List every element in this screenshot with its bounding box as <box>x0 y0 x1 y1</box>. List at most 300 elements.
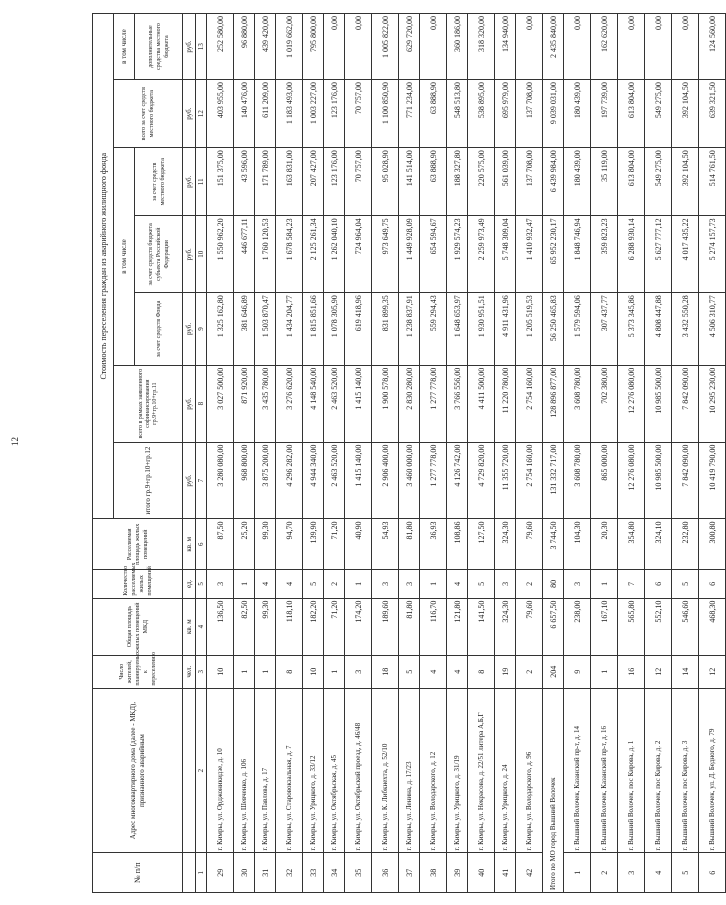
table-cell: 19 <box>495 655 516 688</box>
table-row <box>468 14 495 893</box>
table-cell: 3 <box>399 570 420 599</box>
table-cell: 561 039,00 <box>495 148 516 216</box>
table-cell: 0,00 <box>420 14 447 80</box>
table-cell: 80 <box>543 570 564 599</box>
table-cell: 2 830 280,00 <box>399 365 420 442</box>
table-row <box>276 14 303 893</box>
table-cell: 7 842 090,00 <box>672 365 699 442</box>
header-in-that-number-2: в том числе <box>114 14 135 80</box>
table-cell: 104,30 <box>564 519 591 570</box>
table-cell: 3 <box>345 655 372 688</box>
table-cell: 1 100 850,90 <box>372 80 399 148</box>
table-cell: 1 005 822,00 <box>372 14 399 80</box>
table-cell: 1 262 040,10 <box>324 216 345 293</box>
header-resettled-area: Расселяемая площадь жилых помещений <box>93 519 183 570</box>
table-cell: 128 896 877,00 <box>543 365 564 442</box>
address-cell: г. Кимры, ул. К. Либкнехта, д. 52/10 <box>372 688 399 853</box>
table-cell: 695 979,00 <box>495 80 516 148</box>
table-cell: 220 575,00 <box>468 148 495 216</box>
unit-cell: руб. <box>183 293 196 366</box>
table-cell: 973 649,75 <box>372 216 399 293</box>
address-cell: г. Вышний Волочек, пос Кирова, д. 2 <box>645 688 672 853</box>
address-cell: г. Кимры, ул. Октябрьский проезд, д. 46/48 <box>345 688 372 853</box>
index-cell: 7 <box>196 442 207 519</box>
table-cell: 1 <box>591 655 618 688</box>
table-row <box>447 14 468 893</box>
index-cell: 13 <box>196 14 207 80</box>
unit-cell: кв. м <box>183 598 196 655</box>
table-row <box>303 14 324 893</box>
table-cell: 63 888,90 <box>420 80 447 148</box>
table-cell: 124 560,00 <box>699 14 726 80</box>
table-cell: 549 275,00 <box>645 148 672 216</box>
table-cell: 207 427,00 <box>303 148 324 216</box>
header-additional: дополнительные средства местного бюджета <box>135 14 183 80</box>
table-cell: 611 209,00 <box>255 80 276 148</box>
address-cell: г. Кимры, ул. Володарского, д. 12 <box>420 688 447 853</box>
table-cell: 2 463 520,00 <box>324 365 345 442</box>
table-cell: 0,00 <box>672 14 699 80</box>
table-cell: 613 804,00 <box>618 148 645 216</box>
table-cell: 549 275,00 <box>645 80 672 148</box>
table-cell: 3 276 620,00 <box>276 365 303 442</box>
table-cell: 831 899,35 <box>372 293 399 366</box>
table-cell: 4 729 820,00 <box>468 442 495 519</box>
table-row <box>672 14 699 893</box>
table-cell: 1 678 584,23 <box>276 216 303 293</box>
table-cell: 30 <box>234 853 255 893</box>
resettlement-table <box>92 13 726 893</box>
table-cell: 189,60 <box>372 598 399 655</box>
table-cell: 1 415 140,00 <box>345 365 372 442</box>
index-cell: 4 <box>196 598 207 655</box>
table-cell: 7 <box>618 570 645 599</box>
table-cell: 4 126 742,00 <box>447 442 468 519</box>
table-cell: 95 028,90 <box>372 148 399 216</box>
table-cell: 1 019 662,00 <box>276 14 303 80</box>
table-cell: 5 <box>672 853 699 893</box>
table-cell: 3 766 556,00 <box>447 365 468 442</box>
table-cell: 8 <box>468 655 495 688</box>
table-cell: 99,30 <box>255 598 276 655</box>
table-row <box>516 14 543 893</box>
table-cell: 4 808 447,88 <box>645 293 672 366</box>
table-cell: 3 460 000,00 <box>399 442 420 519</box>
table-cell: 10 <box>207 655 234 688</box>
table-cell: 94,70 <box>276 519 303 570</box>
table-cell: 3 <box>207 570 234 599</box>
unit-cell: кв. м <box>183 519 196 570</box>
table-cell: 0,00 <box>516 14 543 80</box>
table-cell: 771 234,00 <box>399 80 420 148</box>
table-cell: 14 <box>672 655 699 688</box>
table-cell: 4 506 310,77 <box>699 293 726 366</box>
table-cell: 141 514,00 <box>399 148 420 216</box>
table-cell: 35 119,00 <box>591 148 618 216</box>
unit-cell: чел. <box>183 655 196 688</box>
table-cell: 116,70 <box>420 598 447 655</box>
table-cell: 324,30 <box>495 519 516 570</box>
table-cell: 300,80 <box>699 519 726 570</box>
table-cell: 613 804,00 <box>618 80 645 148</box>
table-cell: 232,80 <box>672 519 699 570</box>
table-cell: 7 842 090,00 <box>672 442 699 519</box>
table-cell: 1 415 140,00 <box>345 442 372 519</box>
address-cell: г. Кимры, ул. Орджоникидзе, д. 10 <box>207 688 234 853</box>
table-cell: 2 463 520,00 <box>324 442 345 519</box>
unit-cell: руб. <box>183 80 196 148</box>
header-total: итого гр.9+гр.10+гр.12 <box>114 442 183 519</box>
header-in-that-number: в том числе <box>114 148 135 366</box>
table-cell: 163 831,00 <box>276 148 303 216</box>
table-cell: 2 <box>324 570 345 599</box>
table-cell: 2 125 261,34 <box>303 216 324 293</box>
table-cell: 10 985 500,00 <box>645 442 672 519</box>
table-cell: 1 579 594,06 <box>564 293 591 366</box>
table-cell: 9 <box>564 655 591 688</box>
unit-cell: ед. <box>183 570 196 599</box>
table-cell: 5 <box>399 655 420 688</box>
table-cell: 141,50 <box>468 598 495 655</box>
unit-cell <box>183 853 196 893</box>
table-cell: 2 <box>516 655 543 688</box>
table-cell: 5 <box>303 570 324 599</box>
table-cell: 36 <box>372 853 399 893</box>
table-cell: 6 <box>699 853 726 893</box>
table-row <box>543 14 564 893</box>
address-cell: г. Кимры, ул. Павлова, д. 17 <box>255 688 276 853</box>
table-cell: 5 748 309,04 <box>495 216 516 293</box>
table-cell: 54,93 <box>372 519 399 570</box>
unit-cell: руб. <box>183 216 196 293</box>
table-cell: 307 437,77 <box>591 293 618 366</box>
unit-cell: руб. <box>183 442 196 519</box>
table-cell: 3 027 500,00 <box>207 365 234 442</box>
header-local: за счет средств местного бюджета <box>135 148 183 216</box>
table-cell: 439 420,00 <box>255 14 276 80</box>
table-cell: 6 439 984,00 <box>543 148 564 216</box>
header-local-total: всего за счет средств местного бюджета <box>114 80 183 148</box>
table-cell: 2 906 400,00 <box>372 442 399 519</box>
table-cell: 1 <box>255 655 276 688</box>
table-cell: 127,50 <box>468 519 495 570</box>
table-cell: 1 277 778,00 <box>420 365 447 442</box>
address-cell: г. Вышний Волочек, пос Кирова, д. 1 <box>618 688 645 853</box>
table-cell: 35 <box>345 853 372 893</box>
table-cell: 0,00 <box>564 14 591 80</box>
table-cell: 37 <box>399 853 420 893</box>
header-address: Адрес многоквартирного дома (далее - МКД), признанного аварийным <box>93 688 183 853</box>
table-cell: 4 <box>645 853 672 893</box>
index-cell: 3 <box>196 655 207 688</box>
table-cell: 167,10 <box>591 598 618 655</box>
table-cell: 2 435 840,00 <box>543 14 564 80</box>
table-cell: 197 739,00 <box>591 80 618 148</box>
table-cell: 381 646,89 <box>234 293 255 366</box>
index-cell: 6 <box>196 519 207 570</box>
table-cell: 6 657,50 <box>543 598 564 655</box>
table-container <box>92 13 717 893</box>
table-cell: 4 944 340,00 <box>303 442 324 519</box>
table-row <box>645 14 672 893</box>
address-cell: г. Кимры, ул. Шевченко, д. 106 <box>234 688 255 853</box>
table-cell: 1 648 653,97 <box>447 293 468 366</box>
table-cell: 1 449 928,09 <box>399 216 420 293</box>
table-cell: 81,80 <box>399 598 420 655</box>
table-cell: 99,30 <box>255 519 276 570</box>
table-row <box>372 14 399 893</box>
table-cell: 71,20 <box>324 519 345 570</box>
table-cell: 3 432 550,28 <box>672 293 699 366</box>
table-cell: 360 186,00 <box>447 14 468 80</box>
table-cell: 252 580,00 <box>207 14 234 80</box>
index-row <box>196 14 207 893</box>
table-cell: 324,30 <box>495 598 516 655</box>
table-cell: 1 929 574,23 <box>447 216 468 293</box>
units-row <box>183 14 196 893</box>
table-row <box>699 14 726 893</box>
table-cell: 56 250 465,83 <box>543 293 564 366</box>
table-cell: 140 476,00 <box>234 80 255 148</box>
table-cell: 12 <box>699 655 726 688</box>
index-cell: 8 <box>196 365 207 442</box>
address-cell: г. Вышний Волочек, Казанский пр-т, д. 14 <box>564 688 591 853</box>
table-cell: 174,20 <box>345 598 372 655</box>
table-cell: 36,93 <box>420 519 447 570</box>
index-cell: 2 <box>196 688 207 853</box>
table-cell: 34 <box>324 853 345 893</box>
table-cell: 123 176,00 <box>324 80 345 148</box>
index-cell: 10 <box>196 216 207 293</box>
table-cell: 136,50 <box>207 598 234 655</box>
table-cell: 10 985 500,00 <box>645 365 672 442</box>
table-cell: 162 620,00 <box>591 14 618 80</box>
table-cell: 70 757,00 <box>345 80 372 148</box>
table-cell: 137 708,00 <box>516 80 543 148</box>
table-cell: 96 880,00 <box>234 14 255 80</box>
table-cell: 1 238 837,91 <box>399 293 420 366</box>
table-cell: 10 <box>303 655 324 688</box>
address-cell: г. Кимры, ул. Урицкого, д. 33/12 <box>303 688 324 853</box>
table-cell: 3 608 780,00 <box>564 365 591 442</box>
table-cell: 1 848 746,94 <box>564 216 591 293</box>
table-cell: 4 411 500,00 <box>468 365 495 442</box>
table-cell: 3 875 200,00 <box>255 442 276 519</box>
table-cell: 1 <box>234 655 255 688</box>
table-cell: 1 <box>591 570 618 599</box>
table-cell: 16 <box>618 655 645 688</box>
table-cell: 795 800,00 <box>303 14 324 80</box>
table-cell: 4 <box>276 570 303 599</box>
table-row <box>345 14 372 893</box>
table-cell: 82,50 <box>234 598 255 655</box>
table-cell: 354,80 <box>618 519 645 570</box>
page-number: 12 <box>10 437 20 446</box>
table-cell: 32 <box>276 853 303 893</box>
table-cell: 3 <box>618 853 645 893</box>
table-body <box>207 14 726 893</box>
table-cell: 121,80 <box>447 598 468 655</box>
table-cell: 565,80 <box>618 598 645 655</box>
table-cell: 134 940,00 <box>495 14 516 80</box>
table-cell: 238,00 <box>564 598 591 655</box>
table-cell: 71,20 <box>324 598 345 655</box>
table-cell: 446 677,11 <box>234 216 255 293</box>
table-cell: 2 259 973,49 <box>468 216 495 293</box>
header-num: № п/п <box>93 853 183 893</box>
table-cell: 12 276 080,00 <box>618 365 645 442</box>
table-cell: 1 205 519,53 <box>516 293 543 366</box>
table-cell: 318 320,00 <box>468 14 495 80</box>
table-cell: 182,20 <box>303 598 324 655</box>
table-cell: 1 410 932,47 <box>516 216 543 293</box>
table-cell: 0,00 <box>645 14 672 80</box>
header-region: за счет средств бюджета субъекта Российской Федерации <box>135 216 183 293</box>
table-cell: 25,20 <box>234 519 255 570</box>
table-cell: 5 <box>672 570 699 599</box>
table-cell: 137 708,00 <box>516 148 543 216</box>
table-cell: 12 <box>645 655 672 688</box>
unit-cell: руб. <box>183 14 196 80</box>
table-cell: 6 288 930,14 <box>618 216 645 293</box>
table-cell: 1 183 493,00 <box>276 80 303 148</box>
table-cell: 18 <box>372 655 399 688</box>
header-residents: Число жителей, планируемых к переселению <box>93 655 183 688</box>
address-cell: г. Вышний Волочек, Казанский пр-т, д. 16 <box>591 688 618 853</box>
table-cell: 403 955,00 <box>207 80 234 148</box>
table-cell: 10 295 230,00 <box>699 365 726 442</box>
table-cell: 118,10 <box>276 598 303 655</box>
table-cell: 546,60 <box>672 598 699 655</box>
table-cell: 0,00 <box>618 14 645 80</box>
table-cell: 1 434 204,77 <box>276 293 303 366</box>
table-cell: 2 754 160,00 <box>516 442 543 519</box>
table-cell: 654 594,67 <box>420 216 447 293</box>
table-cell: 619 418,96 <box>345 293 372 366</box>
table-cell: 180 439,00 <box>564 80 591 148</box>
table-cell: 724 964,04 <box>345 216 372 293</box>
table-cell: 3 435 780,00 <box>255 365 276 442</box>
unit-cell <box>183 688 196 853</box>
table-cell: 40 <box>468 853 495 893</box>
table-cell: 108,86 <box>447 519 468 570</box>
table-row <box>564 14 591 893</box>
table-cell: 6 <box>699 570 726 599</box>
header-cofinance: всего в рамках заявленного софинансирования гр.9+гр.10+гр.11 <box>114 365 183 442</box>
table-cell: 8 <box>276 655 303 688</box>
address-cell: г. Кимры, ул. Ленина, д. 17/23 <box>399 688 420 853</box>
table-cell: 548 513,80 <box>447 80 468 148</box>
address-cell: г. Вышний Волочек, ул. Д. Бедного, д. 79 <box>699 688 726 853</box>
table-row <box>324 14 345 893</box>
table-cell: 538 895,00 <box>468 80 495 148</box>
table-cell: 39 <box>447 853 468 893</box>
table-row <box>399 14 420 893</box>
table-cell: 1 930 951,51 <box>468 293 495 366</box>
table-cell: 11 355 720,00 <box>495 442 516 519</box>
table-row <box>591 14 618 893</box>
table-cell: 3 <box>495 570 516 599</box>
table-cell: 6 <box>645 570 672 599</box>
header-fund: за счет средств Фонда <box>135 293 183 366</box>
table-cell: 11 220 780,00 <box>495 365 516 442</box>
index-cell: 9 <box>196 293 207 366</box>
table-cell: 33 <box>303 853 324 893</box>
table-cell: 5 274 157,73 <box>699 216 726 293</box>
table-cell: 359 823,23 <box>591 216 618 293</box>
table-row <box>420 14 447 893</box>
table-cell: 4 148 540,00 <box>303 365 324 442</box>
table-cell: 702 380,00 <box>591 365 618 442</box>
index-cell: 1 <box>196 853 207 893</box>
table-cell: 0,00 <box>345 14 372 80</box>
address-cell: г. Кимры, ул. Октябрьская, д. 45 <box>324 688 345 853</box>
table-cell: 1 760 120,53 <box>255 216 276 293</box>
table-cell: 1 <box>420 570 447 599</box>
table-cell: 1 078 305,90 <box>324 293 345 366</box>
table-row <box>255 14 276 893</box>
table-row <box>495 14 516 893</box>
unit-cell: руб. <box>183 148 196 216</box>
index-cell: 12 <box>196 80 207 148</box>
table-cell: 40,90 <box>345 519 372 570</box>
table-cell: 20,30 <box>591 519 618 570</box>
table-cell: 1 900 578,00 <box>372 365 399 442</box>
index-cell: 5 <box>196 570 207 599</box>
table-cell: 1 503 870,47 <box>255 293 276 366</box>
table-cell: 559 294,43 <box>420 293 447 366</box>
table-cell: 1 550 962,20 <box>207 216 234 293</box>
table-cell: 1 815 851,66 <box>303 293 324 366</box>
table-cell: 12 276 080,00 <box>618 442 645 519</box>
table-cell: 79,60 <box>516 519 543 570</box>
table-cell: 204 <box>543 655 564 688</box>
table-cell: 81,80 <box>399 519 420 570</box>
table-cell: 1 325 162,80 <box>207 293 234 366</box>
table-cell: 123 176,00 <box>324 148 345 216</box>
table-cell: 4 <box>447 655 468 688</box>
table-cell: 392 104,50 <box>672 80 699 148</box>
header-rooms: Количество расселяемых жилых помещений <box>93 570 183 599</box>
table-cell: 31 <box>255 853 276 893</box>
table-cell: 38 <box>420 853 447 893</box>
table-cell: 4 <box>447 570 468 599</box>
table-cell: 0,00 <box>324 14 345 80</box>
table-cell: 79,60 <box>516 598 543 655</box>
table-cell: 3 744,50 <box>543 519 564 570</box>
table-cell: 1 277 778,00 <box>420 442 447 519</box>
table-cell: 3 <box>564 570 591 599</box>
table-cell: 4 017 435,22 <box>672 216 699 293</box>
table-cell: 1 <box>234 570 255 599</box>
index-cell: 11 <box>196 148 207 216</box>
table-cell: 41 <box>495 853 516 893</box>
table-cell: 43 596,00 <box>234 148 255 216</box>
table-cell: 639 321,50 <box>699 80 726 148</box>
table-cell: 5 627 777,12 <box>645 216 672 293</box>
table-cell: 131 332 717,00 <box>543 442 564 519</box>
address-cell: г. Кимры, ул. Урицкого, д. 24 <box>495 688 516 853</box>
table-cell: 2 <box>591 853 618 893</box>
table-cell: 392 104,50 <box>672 148 699 216</box>
table-cell: 324,10 <box>645 519 672 570</box>
table-cell: 70 757,00 <box>345 148 372 216</box>
header-total-area: Общая площадь жилых помещений МКД <box>93 598 183 655</box>
table-cell: 1 <box>324 655 345 688</box>
table-cell: 4 <box>420 655 447 688</box>
table-cell: 180 439,00 <box>564 148 591 216</box>
table-cell: 3 280 080,00 <box>207 442 234 519</box>
